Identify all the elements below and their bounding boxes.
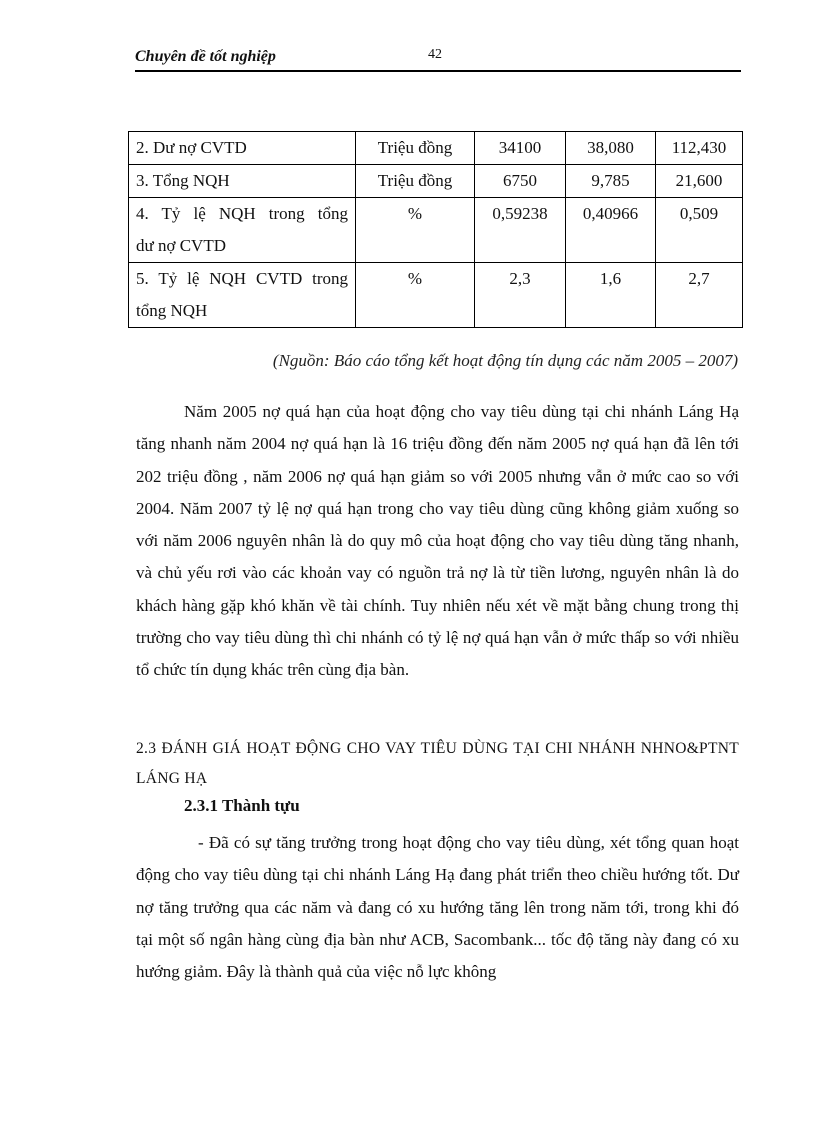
value-cell-2005: 34100 bbox=[475, 132, 566, 165]
unit-cell: Triệu đồng bbox=[356, 165, 475, 198]
value-cell-2007: 112,430 bbox=[656, 132, 743, 165]
page-number: 42 bbox=[428, 47, 442, 62]
table-row bbox=[129, 165, 743, 198]
body-paragraph: - Đã có sự tăng trưởng trong hoạt động cho vay tiêu dùng, xét tổng quan hoạt động cho vay tiêu dùng tại chi nhánh Láng Hạ đang phát triển theo chiều hướng tốt. Dư nợ tăng trưởng qua các năm và đang có xu hướng tăng lên trong năm tới, trong khi đó tại một số ngân hàng cùng địa bàn như ACB, Sacombank... tốc độ tăng này đang có xu hướng giảm. Đây là thành quả của việc nỗ lực không bbox=[136, 833, 739, 982]
unit-cell: % bbox=[356, 263, 475, 328]
row-label: 3. Tổng NQH bbox=[129, 165, 356, 198]
unit-cell: Triệu đồng bbox=[356, 132, 475, 165]
row-label: 2. Dư nợ CVTD bbox=[129, 132, 356, 165]
source-note: (Nguồn: Báo cáo tổng kết hoạt động tín dụng các năm 2005 – 2007) bbox=[272, 351, 738, 370]
value-cell-2006: 9,785 bbox=[566, 165, 656, 198]
body-paragraph: Năm 2005 nợ quá hạn của hoạt động cho vay tiêu dùng tại chi nhánh Láng Hạ tăng nhanh năm 2004 nợ quá hạn là 16 triệu đồng đến năm 2005 nợ quá hạn đã lên tới 202 triệu đồng , năm 2006 nợ quá hạn giảm so với 2005 nhưng vẫn ở mức cao so với 2004. Năm 2007 tỷ lệ nợ quá hạn trong cho vay tiêu dùng cũng không giảm xuống so với năm 2006 nguyên nhân là do quy mô của hoạt động cho vay tiêu dùng tăng nhanh, và chủ yếu rơi vào các khoản vay có nguồn trả nợ là từ tiền lương, nguyên nhân là do khách hàng gặp khó khăn về tài chính. Tuy nhiên nếu xét về mặt bằng chung trong thị trường cho vay tiêu dùng thì chi nhánh có tỷ lệ nợ quá hạn vẫn ở mức thấp so với nhiều tổ chức tín dụng khác trên cùng địa bàn. bbox=[136, 402, 739, 680]
table-row bbox=[129, 263, 743, 328]
row-label: 4. Tỷ lệ NQH trong tổng dư nợ CVTD bbox=[129, 198, 356, 263]
value-cell-2007: 2,7 bbox=[656, 263, 743, 328]
data-table bbox=[128, 131, 743, 328]
value-cell-2005: 0,59238 bbox=[475, 198, 566, 263]
value-cell-2007: 0,509 bbox=[656, 198, 743, 263]
subsection-heading: 2.3.1 Thành tựu bbox=[184, 796, 300, 815]
document-title: Chuyên đề tốt nghiệp bbox=[135, 48, 276, 65]
table-row bbox=[129, 198, 743, 263]
table-row bbox=[129, 132, 743, 165]
value-cell-2005: 6750 bbox=[475, 165, 566, 198]
page-header bbox=[135, 44, 741, 72]
value-cell-2006: 0,40966 bbox=[566, 198, 656, 263]
value-cell-2005: 2,3 bbox=[475, 263, 566, 328]
value-cell-2006: 1,6 bbox=[566, 263, 656, 328]
row-label: 5. Tỷ lệ NQH CVTD trong tổng NQH bbox=[129, 263, 356, 328]
value-cell-2007: 21,600 bbox=[656, 165, 743, 198]
section-heading: 2.3 ĐÁNH GIÁ HOẠT ĐỘNG CHO VAY TIÊU DÙNG TẠI CHI NHÁNH NHNO&PTNT LÁNG HẠ bbox=[136, 740, 739, 787]
unit-cell: % bbox=[356, 198, 475, 263]
value-cell-2006: 38,080 bbox=[566, 132, 656, 165]
